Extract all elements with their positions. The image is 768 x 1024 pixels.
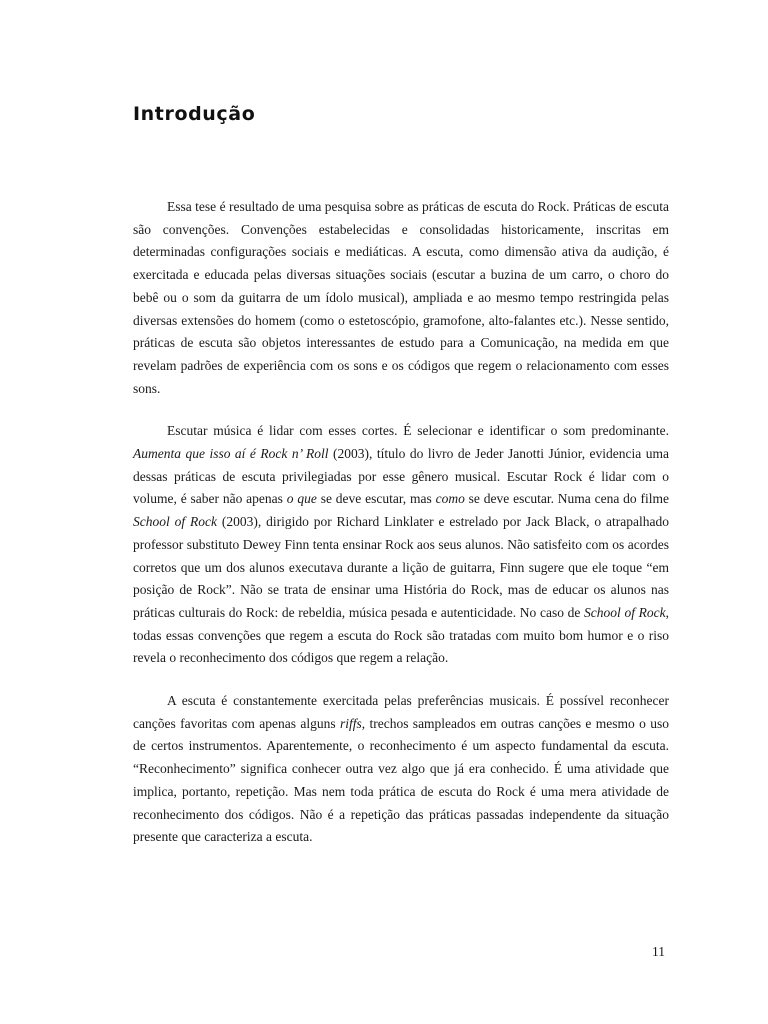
body-text xyxy=(133,196,669,869)
text-segment: Essa tese é resultado de uma pesquisa sobre as práticas de escuta do Rock. Práticas de escuta são convenções. Convenções estabelecidas e consolidadas historicamente, inscritas em determinadas configurações sociais e mediáticas. A escuta, como dimensão ativa da audição, é exercitada e educada pelas diversas situações sociais (escutar a buzina de um carro, o choro do bebê ou o som da guitarra de um ídolo musical), ampliada e ao mesmo tempo restringida pelas diversas extensões do homem (como o estetoscópio, gramofone, alto-falantes etc.). Nesse sentido, práticas de escuta são objetos interessantes de estudo para a Comunicação, na medida em que revelam padrões de experiência com os sons e os códigos que regem o relacionamento com esses sons. xyxy=(133,199,669,396)
paragraph-3 xyxy=(133,690,669,849)
italic-emphasis: o que xyxy=(286,491,317,507)
text-segment: , todas essas convenções que regem a escuta do Rock são tratadas com muito bom humor e o riso revela o reconhecimento dos códigos que regem a relação. xyxy=(133,604,669,666)
paragraph-2 xyxy=(133,420,669,670)
text-segment: Escutar música é lidar com esses cortes. É selecionar e identificar o som predominante. xyxy=(167,423,669,439)
section-heading: Introdução xyxy=(133,103,256,125)
italic-film-title: School of Rock xyxy=(584,604,666,620)
paragraph-1 xyxy=(133,196,669,400)
text-segment: A escuta é constantemente exercitada pelas preferências musicais. É possível reconhecer canções favoritas com apenas alguns xyxy=(133,693,669,731)
italic-film-title: School of Rock xyxy=(133,514,217,530)
italic-book-title: Aumenta que isso aí é Rock n’ Roll xyxy=(133,446,329,462)
italic-term: riffs xyxy=(339,715,362,731)
text-segment: , trechos sampleados em outras canções e mesmo o uso de certos instrumentos. Aparentemente, o reconhecimento é um aspecto fundamental da escuta. “Reconhecimento” significa conhecer outra vez algo que já era conhecido. É uma atividade que implica, portanto, repetição. Mas nem toda prática de escuta do Rock é uma mera atividade de reconhecimento dos códigos. Não é a repetição das práticas passadas independente da situação presente que caracteriza a escuta. xyxy=(133,715,670,845)
text-segment: (2003), título do livro de Jeder Janotti Júnior, evidencia uma dessas práticas de escuta privilegiadas por esse gênero musical. Escutar Rock é lidar com o volume, é saber não apenas xyxy=(133,446,669,507)
italic-emphasis: como xyxy=(435,491,465,507)
text-segment: se deve escutar, mas xyxy=(316,491,436,507)
text-segment: (2003), dirigido por Richard Linklater e estrelado por Jack Black, o atrapalhado professor substituto Dewey Finn tenta ensinar Rock aos seus alunos. Não satisfeito com os acordes corretos que um dos alunos executava durante a lição de guitarra, Finn sugere que ele toque “em posição de Rock”. Não se trata de ensinar uma História do Rock, mas de educar os alunos nas práticas culturais do Rock: de rebeldia, música pesada e autenticidade. No caso de xyxy=(133,514,669,620)
text-segment: se deve escutar. Numa cena do filme xyxy=(464,491,670,507)
page-number: 11 xyxy=(652,944,665,959)
